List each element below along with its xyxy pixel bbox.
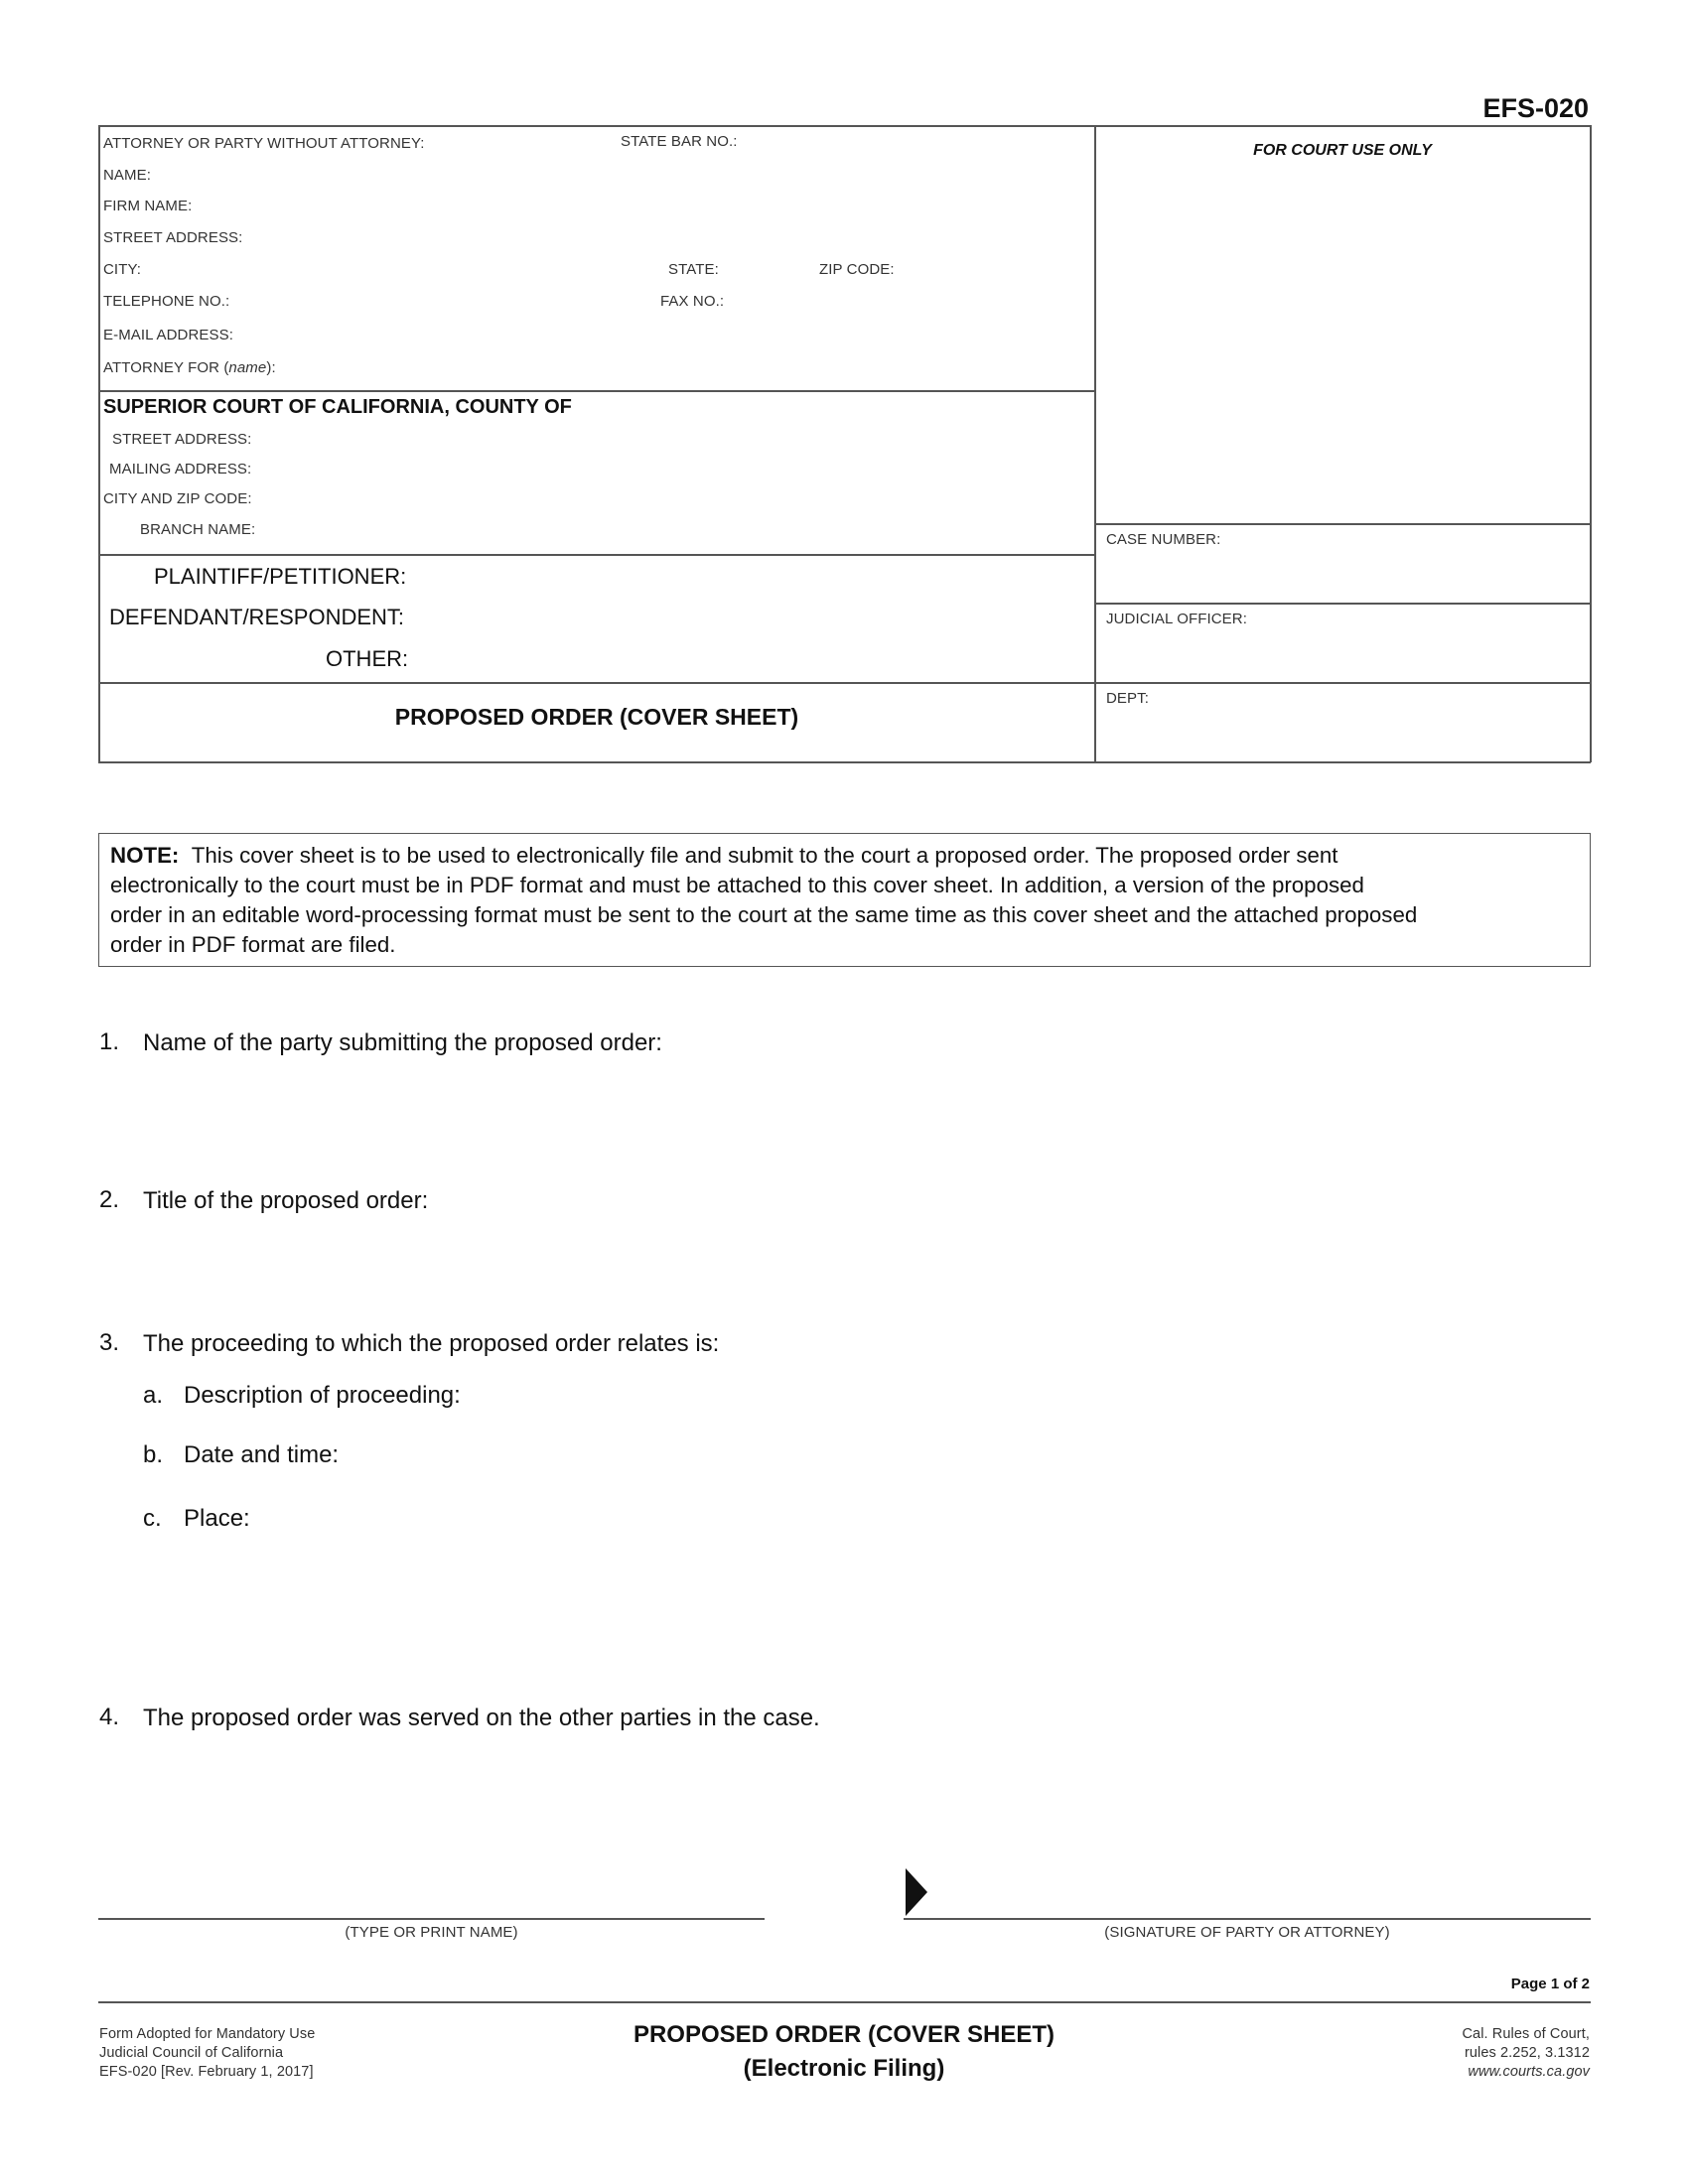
item-4-number: 4. <box>99 1704 120 1730</box>
state-bar-label: STATE BAR NO.: <box>621 133 738 150</box>
court-parties-divider <box>98 554 1095 556</box>
signature-input[interactable] <box>938 1884 1592 1914</box>
footer-rule <box>98 2001 1591 2003</box>
item-3a-input[interactable] <box>477 1380 1587 1410</box>
court-street-label: STREET ADDRESS: <box>112 431 252 448</box>
street-address-input[interactable] <box>263 226 1090 248</box>
note-label: NOTE: <box>110 843 180 868</box>
footer-left-3: EFS-020 [Rev. February 1, 2017] <box>99 2064 314 2080</box>
footer-left-1: Form Adopted for Mandatory Use <box>99 2026 316 2042</box>
parties-title-divider <box>98 682 1591 684</box>
telephone-input[interactable] <box>248 290 658 312</box>
name-input[interactable] <box>159 164 1090 186</box>
footer-subtitle: (Electronic Filing) <box>743 2055 945 2082</box>
county-input[interactable] <box>635 397 1090 419</box>
print-name-input[interactable] <box>99 1884 768 1914</box>
court-city-zip-input[interactable] <box>273 487 1090 509</box>
city-input[interactable] <box>149 258 663 280</box>
print-name-line <box>98 1918 765 1920</box>
item-3b-letter: b. <box>143 1441 164 1468</box>
note-line-2: electronically to the court must be in PDF format and must be attached to this cover sheet. In addition, a version of the proposed <box>110 873 1364 897</box>
footer-courts-link[interactable]: www.courts.ca.gov <box>1468 2064 1590 2080</box>
court-street-input[interactable] <box>273 428 1090 450</box>
item-2-label: Title of the proposed order: <box>143 1187 429 1214</box>
plaintiff-label: PLAINTIFF/PETITIONER: <box>154 564 407 589</box>
court-use-divider <box>1094 523 1591 525</box>
note-box <box>98 833 1591 967</box>
footer-right-2: rules 2.252, 3.1312 <box>1464 2045 1590 2061</box>
judicial-officer-input[interactable] <box>1104 640 1587 670</box>
item-3b-label: Date and time: <box>184 1441 340 1468</box>
item-3b-input[interactable] <box>357 1439 1587 1469</box>
judicial-officer-label: JUDICIAL OFFICER: <box>1106 611 1247 627</box>
attorney-court-divider <box>98 390 1095 392</box>
signature-line <box>904 1918 1591 1920</box>
zip-code-input[interactable] <box>906 258 1090 280</box>
item-2-number: 2. <box>99 1186 120 1213</box>
footer-left-2: Judicial Council of California <box>99 2045 284 2061</box>
defendant-label: DEFENDANT/RESPONDENT: <box>109 605 405 629</box>
item-4-label: The proposed order was served on the other parties in the case. <box>143 1705 820 1731</box>
item-2-input[interactable] <box>143 1225 1591 1314</box>
caption-form-title: PROPOSED ORDER (COVER SHEET) <box>394 704 799 730</box>
caption-border-right <box>1590 125 1592 762</box>
item-3c-input[interactable] <box>268 1503 1587 1592</box>
item-3c-letter: c. <box>143 1505 162 1532</box>
court-title: SUPERIOR COURT OF CALIFORNIA, COUNTY OF <box>103 396 572 418</box>
state-input[interactable] <box>730 258 817 280</box>
item-1-number: 1. <box>99 1028 120 1055</box>
dept-label: DEPT: <box>1106 690 1150 707</box>
case-number-label: CASE NUMBER: <box>1106 531 1221 548</box>
note-line-4: order in PDF format are filed. <box>110 932 396 957</box>
attorney-for-label: ATTORNEY FOR (name): <box>103 359 276 376</box>
page-number: Page 1 of 2 <box>1510 1976 1590 1992</box>
attorney-label: ATTORNEY OR PARTY WITHOUT ATTORNEY: <box>103 135 425 152</box>
note-line-1: NOTE: This cover sheet is to be used to electronically file and submit to the court a proposed order. The proposed order sent <box>110 843 1338 868</box>
email-label: E-MAIL ADDRESS: <box>103 327 233 343</box>
state-bar-input[interactable] <box>755 130 1090 152</box>
caption-border-bottom <box>98 761 1591 763</box>
other-label: OTHER: <box>326 646 409 671</box>
print-name-caption: (TYPE OR PRINT NAME) <box>345 1924 518 1941</box>
telephone-label: TELEPHONE NO.: <box>103 293 230 310</box>
item-3-label: The proceeding to which the proposed order relates is: <box>143 1330 720 1357</box>
firm-name-label: FIRM NAME: <box>103 198 193 214</box>
caption-border-top <box>98 125 1591 127</box>
court-use-only-label: FOR COURT USE ONLY <box>1253 142 1432 159</box>
court-city-zip-label: CITY AND ZIP CODE: <box>103 490 252 507</box>
form-id: EFS-020 <box>1482 93 1589 123</box>
case-number-divider <box>1094 603 1591 605</box>
street-address-label: STREET ADDRESS: <box>103 229 243 246</box>
footer-right-1: Cal. Rules of Court, <box>1462 2026 1590 2042</box>
court-branch-label: BRANCH NAME: <box>140 521 256 538</box>
item-3a-label: Description of proceeding: <box>184 1382 461 1409</box>
email-input[interactable] <box>253 324 1090 345</box>
defendant-input[interactable] <box>417 605 1090 630</box>
name-label: NAME: <box>103 167 152 184</box>
court-mailing-label: MAILING ADDRESS: <box>109 461 252 478</box>
signature-arrow-icon <box>906 1868 927 1916</box>
plaintiff-input[interactable] <box>417 564 1090 590</box>
case-number-input[interactable] <box>1104 562 1587 592</box>
dept-input[interactable] <box>1104 717 1587 747</box>
state-label: STATE: <box>668 261 719 278</box>
caption-border-left <box>98 125 100 762</box>
city-label: CITY: <box>103 261 142 278</box>
caption-column-divider <box>1094 125 1096 762</box>
item-3a-letter: a. <box>143 1382 164 1409</box>
court-mailing-input[interactable] <box>273 458 1090 479</box>
other-input[interactable] <box>417 646 1090 672</box>
signature-caption: (SIGNATURE OF PARTY OR ATTORNEY) <box>1104 1924 1390 1941</box>
item-1-label: Name of the party submitting the proposed order: <box>143 1029 662 1056</box>
note-line-3: order in an editable word-processing format must be sent to the court at the same time as this cover sheet and the attached proposed <box>110 902 1418 927</box>
firm-name-input[interactable] <box>209 195 1090 216</box>
footer-title: PROPOSED ORDER (COVER SHEET) <box>633 2021 1055 2048</box>
zip-code-label: ZIP CODE: <box>819 261 895 278</box>
item-3c-label: Place: <box>184 1505 250 1532</box>
item-3-number: 3. <box>99 1329 120 1356</box>
fax-label: FAX NO.: <box>660 293 725 310</box>
fax-input[interactable] <box>735 290 1090 312</box>
item-1-input[interactable] <box>143 1067 1591 1161</box>
attorney-for-input[interactable] <box>303 356 1090 378</box>
court-branch-input[interactable] <box>273 518 1090 540</box>
